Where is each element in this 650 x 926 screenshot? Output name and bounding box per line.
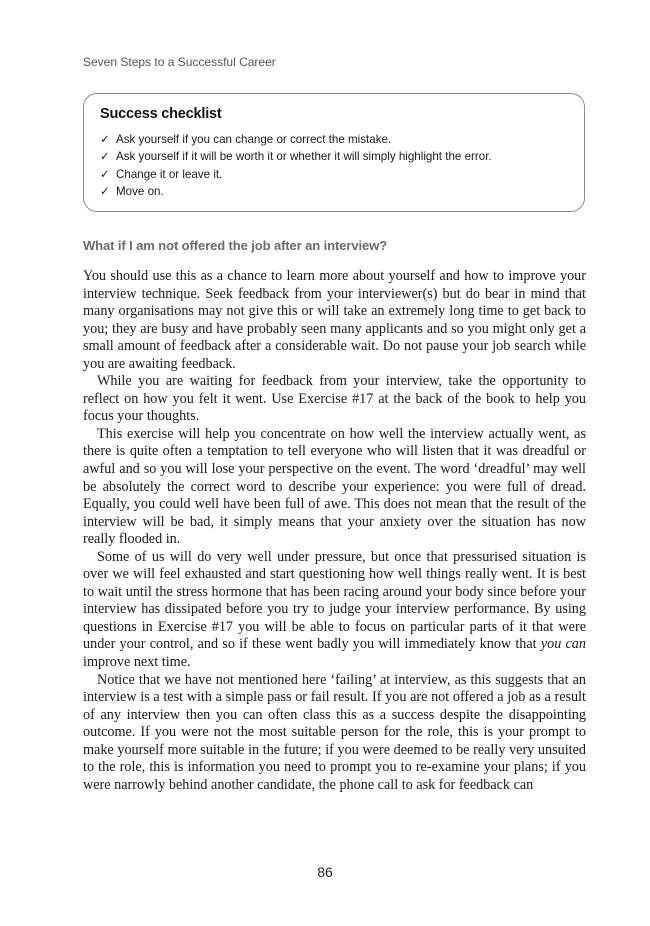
emphasis-text: you can: [540, 636, 586, 653]
checklist-item: [100, 166, 568, 183]
body-text: [83, 268, 586, 794]
paragraph-text: improve next time.: [83, 654, 191, 671]
checkmark-icon: ✓: [100, 150, 110, 164]
paragraph: This exercise will help you concentrate on how well the interview actually went, as there is quite often a temptation to tell everyone who will listen that it was dreadful or awful and so you will lose your perspective on the event. The word ‘dreadful’ may well be absolutely the correct word to describe your experience: you were full of dread. Equally, you could well have been full of awe. This does not mean that the result of the interview will be bad, it simply means that your anxiety over the situation has now really flooded in.: [83, 425, 586, 548]
running-head: Seven Steps to a Successful Career: [83, 55, 276, 69]
paragraph: While you are waiting for feedback from your interview, take the opportunity to reflect on how you felt it went. Use Exercise #17 at the back of the book to help you focus your thoughts.: [83, 373, 586, 425]
paragraph-text: Some of us will do very well under pressure, but once that pressurised situation is over we will feel exhausted and start questioning how well things really went. It is best to wait until the stress hormone that has been racing around your body since before your interview has dissipated before you try to judge your interview performance. By using questions in Exercise #17 you will be able to focus on particular parts of it that were under your control, and so if these went badly you will immediately know that: [83, 548, 586, 653]
checkmark-icon: ✓: [100, 167, 110, 181]
checklist-item-text: Change it or leave it.: [116, 167, 223, 181]
paragraph: You should use this as a chance to learn more about yourself and how to improve your interview technique. Seek feedback from your interviewer(s) but do bear in mind that many organisations may not give this or will take an extremely long time to get back to you; they are busy and have probably seen many applicants and so you might only get a small amount of feedback after a considerable wait. Do not pause your job search while you are awaiting feedback.: [83, 268, 586, 372]
checklist-item: [100, 131, 568, 148]
checklist-item-text: Ask yourself if you can change or correct the mistake.: [116, 133, 392, 146]
paragraph: [83, 549, 586, 672]
checklist-title: Success checklist: [100, 106, 222, 122]
success-checklist-box: [83, 93, 585, 212]
checklist-items: [100, 131, 568, 200]
checkmark-icon: ✓: [100, 184, 110, 198]
section-heading: What if I am not offered the job after an interview?: [83, 238, 387, 253]
checklist-item: [100, 148, 568, 165]
page-number: 86: [317, 864, 333, 880]
checklist-item-text: Ask yourself if it will be worth it or whether it will simply highlight the error.: [116, 150, 492, 164]
checklist-item-text: Move on.: [116, 184, 164, 198]
checklist-item: [100, 183, 568, 200]
checkmark-icon: ✓: [100, 133, 110, 146]
paragraph: Notice that we have not mentioned here ‘failing’ at interview, as this suggests that an interview is a test with a simple pass or fail result. If you are not offered a job as a result of any interview then you can often class this as a success despite the disappointing outcome. If you were not the most suitable person for the role, this is your prompt to make yourself more suitable in the future; if you were deemed to be really very unsuited to the role, this is information you need to prompt you to re-examine your plans; if you were narrowly behind another candidate, the phone call to ask for feedback can: [83, 671, 586, 793]
